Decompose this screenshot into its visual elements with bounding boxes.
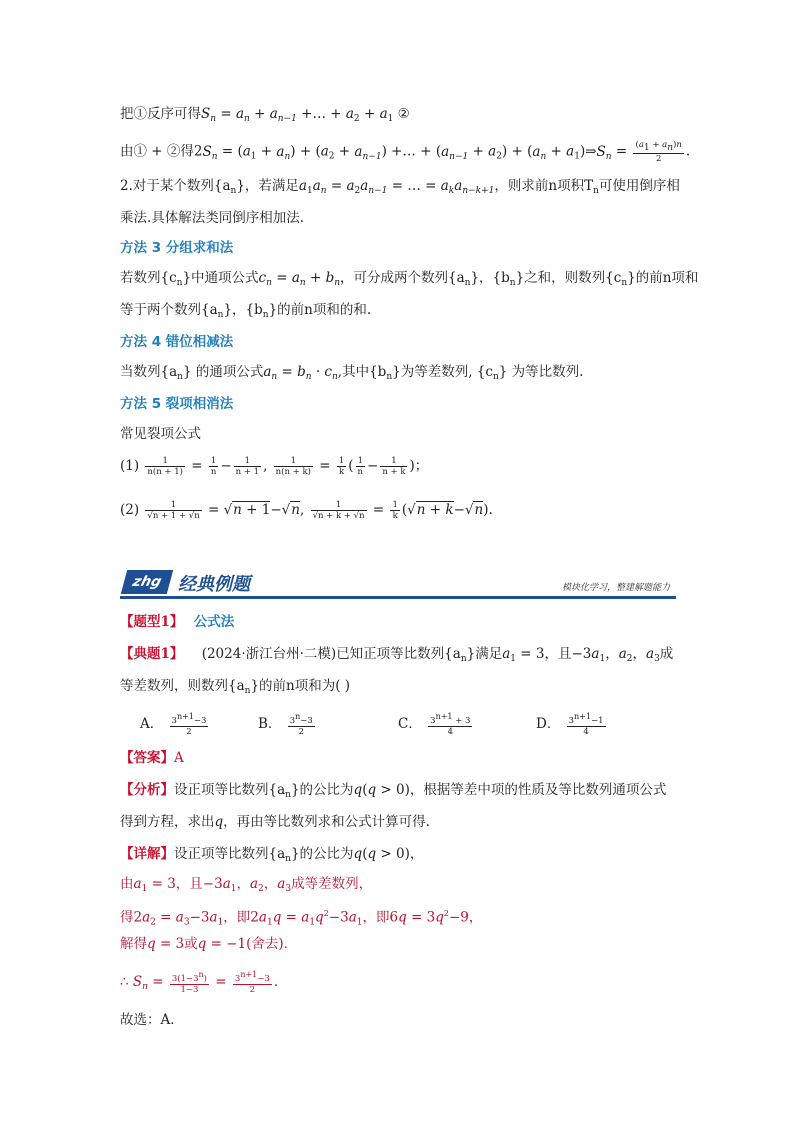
banner-title: 经典例题	[178, 574, 250, 595]
detail-line-1: 【详解】设正项等比数列$\{a_n\}$的公比为q(q > 0)，	[120, 846, 424, 864]
problem-type-name: 公式法	[193, 614, 235, 630]
formula-2: (2) $\frac{1}{√n + 1 + √n}$ = √n + 1−√n, $\frac{1}{√n + k + √n}$ = $\frac{1}{k}$ (√n + k−√n).	[120, 500, 493, 521]
method4-heading: 方法 4 错位相减法	[120, 334, 234, 350]
analysis-label: 【分析】	[120, 782, 174, 798]
reverse-order-line: 把①反序可得$S_n = a_n + a_{n-1}$ +… + $a_2 + a_1$ ②	[120, 106, 410, 124]
analysis-line-2: 得到方程，求出q，再由等比数列求和公式计算可得.	[120, 814, 430, 830]
answer-value: A	[174, 750, 184, 766]
analysis-line-1: 【分析】设正项等比数列$\{a_n\}$的公比为q(q > 0)，根据等差中项的性质及等比数列通项公式	[120, 782, 667, 800]
method3-text-1: 若数列$\{c_n\}$中通项公式$c_n = a_n + b_n$，可分成两个数列$\{a_n\}$，$\{b_n\}$之和，则数列$\{c_n\}$的前n项和	[120, 270, 699, 288]
common-formulas-label: 常见裂项公式	[120, 426, 201, 442]
detail-result: ∴ $S_n$ = $\frac{3(1-3^n)}{1-3}$ = $\frac{3^{n+1}-3}{2}$ .	[120, 970, 279, 995]
method3-text-2: 等于两个数列$\{a_n\}$，$\{b_n\}$的前n项和的和.	[120, 302, 372, 320]
problem-type-line	[120, 612, 234, 632]
formula-1: (1) $\frac{1}{n(n + 1)}$ = $\frac{1}{n}$ − $\frac{1}{n + 1}$ , $\frac{1}{n(n + k)}$ = $\frac{1}{k}$ ( $\frac{1}{n}$ − $\frac{1}{n + k}$ )；	[120, 456, 429, 477]
zhg-logo: zhg	[121, 570, 173, 594]
conclusion-line: 故选：A．	[120, 1012, 184, 1028]
banner-slogan: 模块化学习，整建解题能力	[561, 583, 670, 593]
point2-line: 2.对于某个数列$\{a_n\}$，若满足$a_1a_n = a_2a_{n-1}$ = … = $a_ka_{n-k+1}$，则求前n项积$T_n$可使用倒序相	[120, 178, 680, 196]
problem-type-label: 【题型1】	[120, 614, 184, 630]
detail-step-2: 得$2a_2 = a_3-3a_1$，即$2a_1q = a_1q^2-3a_1$，即$6q = 3q^2-9$，	[120, 909, 483, 928]
classic-examples-banner	[120, 566, 676, 600]
sum-derivation-line: 由① + ②得$2S_n = (a_1 + a_n) + (a_2 + a_{n-1})$ +… + $(a_{n-1} + a_2) + (a_n$ + $a_1)\Rightarrow S_n$ = $\frac{(a_1 + a_n)n}{2}$ .	[120, 140, 691, 164]
option-d[interactable]: D． $\frac{3^{n+1}-1}{4}$	[536, 712, 604, 737]
banner-rule	[120, 596, 676, 599]
method5-heading: 方法 5 裂项相消法	[120, 396, 234, 412]
option-a[interactable]: A． $\frac{3^{n+1}-3}{2}$	[140, 712, 207, 737]
answer-label: 【答案】	[120, 750, 174, 766]
detail-label: 【详解】	[120, 846, 174, 862]
example-stem-2: 等差数列，则数列$\{a_n\}$的前n项和为( )	[120, 678, 351, 696]
sum-formula-fraction: $\frac{(a_1 + a_n)n}{2}$	[635, 140, 682, 164]
option-b[interactable]: B． $\frac{3^n-3}{2}$	[258, 712, 313, 737]
detail-step-1: 由$a_1 = 3$，且$-3a_1$，$a_2$，$a_3$成等差数列，	[120, 876, 373, 894]
answer-line	[120, 748, 184, 768]
option-c[interactable]: C． $\frac{3^{n+1} + 3}{4}$	[398, 712, 471, 737]
method4-text: 当数列$\{a_n\}$ 的通项公式$a_n = b_n \cdot c_n$,其中$\{b_n\}$为等差数列, $\{c_n\}$ 为等比数列.	[120, 364, 584, 382]
method3-heading: 方法 3 分组求和法	[120, 240, 234, 256]
detail-step-3: 解得q = 3或q = −1(舍去)．	[120, 936, 298, 952]
point2-line-2: 乘法.具体解法类同倒序相加法.	[120, 210, 305, 226]
example-stem-1: 【典题1】 (2024·浙江台州·二模)已知正项等比数列$\{a_n\}$满足$a_1 = 3$，且$-3a_1$，$a_2$，$a_3$成	[120, 646, 674, 664]
example-label: 【典题1】	[120, 646, 184, 662]
